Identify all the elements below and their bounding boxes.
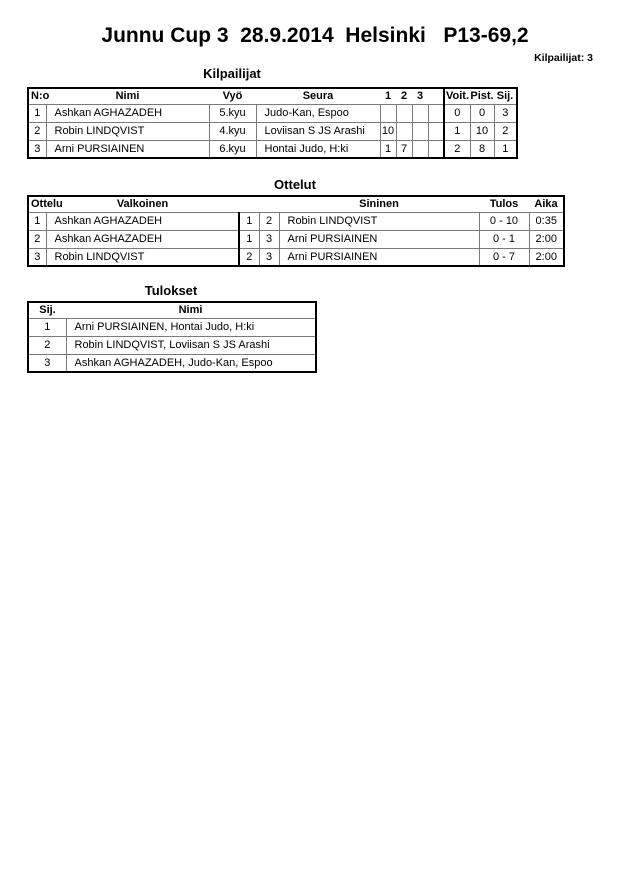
cell-nimi: Robin LINDQVIST, Loviisan S JS Arashi (66, 336, 316, 354)
cell-sininen: Arni PURSIAINEN (279, 248, 479, 266)
table-row (28, 248, 564, 266)
col-header-aika: Aika (529, 196, 564, 212)
cell-score4 (428, 104, 444, 122)
cell-voit: 0 (444, 104, 470, 122)
cell-score1 (380, 104, 396, 122)
cell-pist: 8 (470, 140, 494, 158)
cell-pist: 0 (470, 104, 494, 122)
cell-score4 (428, 122, 444, 140)
cell-vnum: 2 (239, 248, 259, 266)
table-row (28, 318, 316, 336)
cell-score2: 7 (396, 140, 412, 158)
col-header-score2: 2 (396, 88, 412, 104)
table-row (28, 212, 564, 230)
col-header-nimi: Nimi (46, 88, 209, 104)
cell-vyo: 4.kyu (209, 122, 256, 140)
col-header-voit: Voit. (444, 88, 470, 104)
cell-nimi: Ashkan AGHAZADEH, Judo-Kan, Espoo (66, 354, 316, 372)
section-heading-ottelut: Ottelut (274, 177, 316, 192)
cell-no: 2 (28, 122, 46, 140)
cell-aika: 2:00 (529, 248, 564, 266)
col-header-no: N:o (28, 88, 46, 104)
table-row (28, 140, 517, 158)
cell-tulos: 0 - 10 (479, 212, 529, 230)
table-row (28, 104, 517, 122)
competitors-count-label: Kilpailijat: 3 (534, 52, 593, 64)
cell-match-no: 2 (28, 230, 46, 248)
col-header-ottelu: Ottelu (28, 196, 46, 212)
cell-nimi: Robin LINDQVIST (46, 122, 209, 140)
cell-score2 (396, 104, 412, 122)
cell-score3 (412, 122, 428, 140)
competitors-table (27, 87, 518, 159)
col-header-score1: 1 (380, 88, 396, 104)
cell-seura: Loviisan S JS Arashi (256, 122, 380, 140)
cell-vyo: 6.kyu (209, 140, 256, 158)
col-header-sij: Sij. (28, 302, 66, 318)
col-header-sininen: Sininen (279, 196, 479, 212)
cell-seura: Hontai Judo, H:ki (256, 140, 380, 158)
cell-nimi: Arni PURSIAINEN, Hontai Judo, H:ki (66, 318, 316, 336)
cell-sininen: Robin LINDQVIST (279, 212, 479, 230)
cell-aika: 0:35 (529, 212, 564, 230)
cell-sij: 2 (494, 122, 517, 140)
cell-vnum: 1 (239, 212, 259, 230)
cell-no: 1 (28, 104, 46, 122)
cell-sij: 2 (28, 336, 66, 354)
col-header-sij: Sij. (494, 88, 517, 104)
cell-valkoinen: Robin LINDQVIST (46, 248, 239, 266)
cell-aika: 2:00 (529, 230, 564, 248)
table-row (28, 122, 517, 140)
col-header-snum (259, 196, 279, 212)
cell-valkoinen: Ashkan AGHAZADEH (46, 212, 239, 230)
cell-sij: 1 (28, 318, 66, 336)
col-header-nimi: Nimi (66, 302, 316, 318)
cell-nimi: Arni PURSIAINEN (46, 140, 209, 158)
cell-sij: 3 (494, 104, 517, 122)
matches-table (27, 195, 565, 267)
cell-no: 3 (28, 140, 46, 158)
table-header-row (28, 88, 517, 104)
cell-vnum: 1 (239, 230, 259, 248)
cell-voit: 2 (444, 140, 470, 158)
cell-valkoinen: Ashkan AGHAZADEH (46, 230, 239, 248)
cell-pist: 10 (470, 122, 494, 140)
cell-snum: 3 (259, 230, 279, 248)
col-header-seura: Seura (256, 88, 380, 104)
cell-snum: 3 (259, 248, 279, 266)
table-header-row (28, 196, 564, 212)
table-header-row (28, 302, 316, 318)
col-header-vyo: Vyö (209, 88, 256, 104)
cell-voit: 1 (444, 122, 470, 140)
table-row (28, 354, 316, 372)
col-header-valkoinen: Valkoinen (46, 196, 239, 212)
table-row (28, 336, 316, 354)
section-heading-tulokset: Tulokset (144, 283, 198, 298)
cell-nimi: Ashkan AGHAZADEH (46, 104, 209, 122)
page-title: Junnu Cup 3 28.9.2014 Helsinki P13-69,2 (101, 24, 529, 47)
cell-score1: 10 (380, 122, 396, 140)
cell-match-no: 3 (28, 248, 46, 266)
col-header-score4 (428, 88, 444, 104)
cell-score3 (412, 104, 428, 122)
col-header-score3: 3 (412, 88, 428, 104)
col-header-tulos: Tulos (479, 196, 529, 212)
cell-score4 (428, 140, 444, 158)
cell-score1: 1 (380, 140, 396, 158)
cell-vyo: 5.kyu (209, 104, 256, 122)
cell-sij: 1 (494, 140, 517, 158)
cell-score2 (396, 122, 412, 140)
cell-sij: 3 (28, 354, 66, 372)
table-row (28, 230, 564, 248)
final-standings-table (27, 301, 317, 373)
cell-score3 (412, 140, 428, 158)
section-heading-kilpailijat: Kilpailijat (203, 66, 261, 81)
col-header-pist: Pist. (470, 88, 494, 104)
cell-snum: 2 (259, 212, 279, 230)
col-header-vnum (239, 196, 259, 212)
cell-match-no: 1 (28, 212, 46, 230)
cell-tulos: 0 - 7 (479, 248, 529, 266)
cell-tulos: 0 - 1 (479, 230, 529, 248)
cell-seura: Judo-Kan, Espoo (256, 104, 380, 122)
cell-sininen: Arni PURSIAINEN (279, 230, 479, 248)
